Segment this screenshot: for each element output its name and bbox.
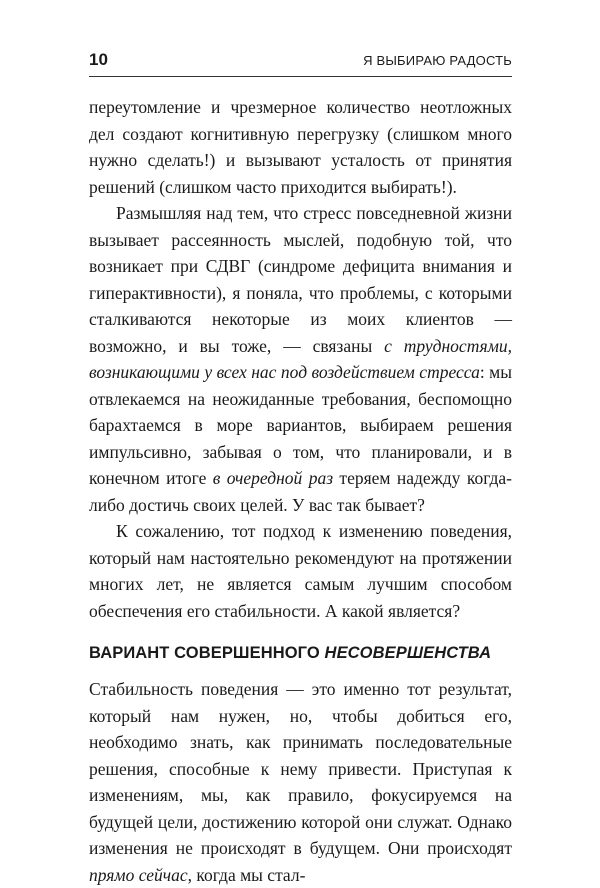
paragraph-continued [89, 94, 512, 200]
running-book-title: Я ВЫБИРАЮ РАДОСТЬ [363, 53, 512, 68]
paragraph-approach [89, 518, 512, 624]
paragraph-2-part-3: теряем надежду когда-либо достичь своих целей. У вас так бывает? [89, 468, 513, 515]
paragraph-stress [89, 200, 512, 518]
paragraph-2-italic-1: с трудностями, возникающими у всех нас под воздействием стресса [89, 335, 512, 382]
paragraph-4-part-2: , когда мы стал- [187, 864, 306, 885]
paragraph-1-text: переутомление и чрезмерное количество неотложных дел создают когнитивную перегрузку (слишком много нужно сделать!) и вызывают усталость от принятия решений (слишком часто приходится выбирать!). [89, 97, 512, 197]
paragraph-4-part-1: Стабильность поведения — это именно тот результат, который нам нужен, но, чтобы добиться его, необходимо знать, как принимать последовательные решения, способные к нему привести. Приступая к изменениям, мы, как правило, фокусируемся на будущей цели, достижению которой они служат. Однако изменения не происходят в будущем. Они происходят [89, 679, 512, 858]
header-rule [89, 76, 512, 77]
paragraph-stability [89, 676, 512, 888]
paragraph-4-italic-1: прямо сейчас [89, 864, 188, 885]
paragraph-2-italic-2: в очередной раз [212, 468, 334, 488]
paragraph-3-text: К сожалению, тот подход к изменению поведения, который нам настоятельно рекомендуют на протяжении многих лет, не является самым лучшим способом обеспечения его стабильности. А какой является? [89, 521, 512, 621]
paragraph-2-part-2: : мы отвлекаемся на неожиданные требования, беспомощно барахтаемся в море вариантов, выбираем решения импульсивно, забывая о том, что планировали, и в конечном итоге [89, 362, 512, 488]
paragraph-2-part-1: Размышляя над тем, что стресс повседневной жизни вызывает рассеянность мыслей, подобную той, что возникает при СДВГ (синдроме дефицита внимания и гиперактивности), я поняла, что проблемы, с которыми сталкиваются некоторые из моих клиентов — возможно, и вы тоже, — связаны [89, 203, 512, 356]
running-header [89, 50, 512, 72]
section-heading-regular: ВАРИАНТ СОВЕРШЕННОГО [89, 644, 325, 662]
body-text [89, 94, 512, 888]
page-number: 10 [89, 50, 108, 69]
section-heading-italic: НЕСОВЕРШЕНСТВА [324, 644, 492, 662]
section-heading [89, 640, 512, 666]
